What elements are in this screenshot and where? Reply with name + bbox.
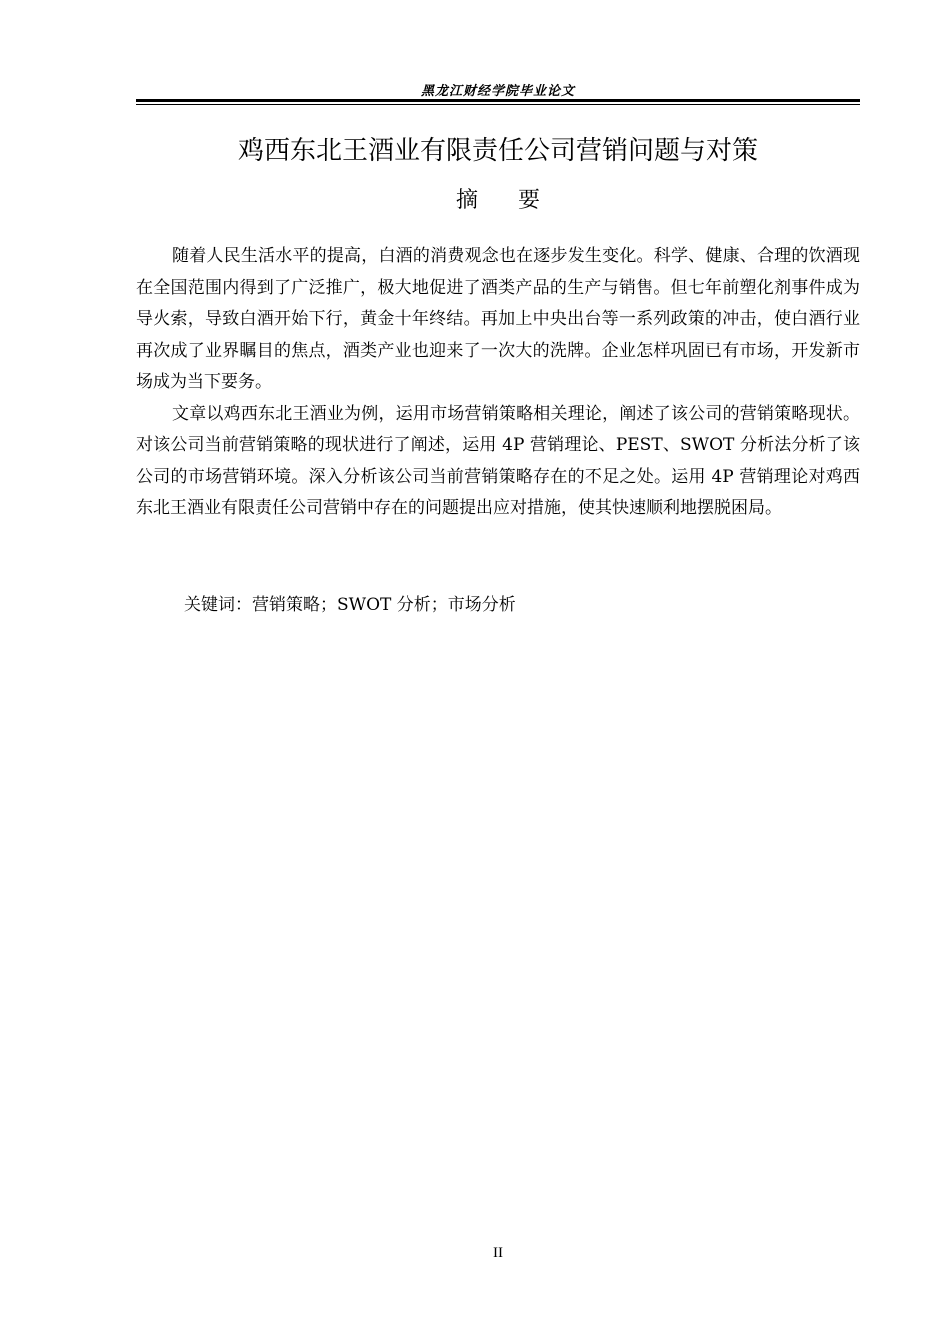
header-rule-thin xyxy=(136,104,860,105)
keywords-line xyxy=(184,591,844,619)
page-number: II xyxy=(493,1245,503,1261)
keywords-label: 关键词： xyxy=(184,595,252,615)
abstract-paragraph-1: 随着人民生活水平的提高，白酒的消费观念也在逐步发生变化。科学、健康、合理的饮酒现在全国范围内得到了广泛推广，极大地促进了酒类产品的生产与销售。但七年前塑化剂事件成为导火索，导致白酒开始下行，黄金十年终结。再加上中央出台等一系列政策的冲击，使白酒行业再次成了业界瞩目的焦点，酒类产业也迎来了一次大的洗牌。企业怎样巩固已有市场，开发新市场成为当下要务。 xyxy=(136,246,860,392)
paper-title: 鸡西东北王酒业有限责任公司营销问题与对策 xyxy=(237,136,758,166)
header-rule-thick xyxy=(136,99,860,102)
running-header: 黑龙江财经学院毕业论文 xyxy=(420,84,575,99)
abstract-paragraph-2: 文章以鸡西东北王酒业为例，运用市场营销策略相关理论，阐述了该公司的营销策略现状。对该公司当前营销策略的现状进行了阐述，运用 4P 营销理论、PEST、SWOT 分析法分析了该公司的市场营销环境。深入分析该公司当前营销策略存在的不足之处。运用 4P 营销理论对鸡西东北王酒业有限责任公司营销中存在的问题提出应对措施，使其快速顺利地摆脱困局。 xyxy=(136,403,860,518)
abstract-body xyxy=(136,241,860,525)
abstract-heading: 摘要 xyxy=(455,188,580,213)
keywords-value: 营销策略；SWOT 分析；市场分析 xyxy=(252,595,516,615)
